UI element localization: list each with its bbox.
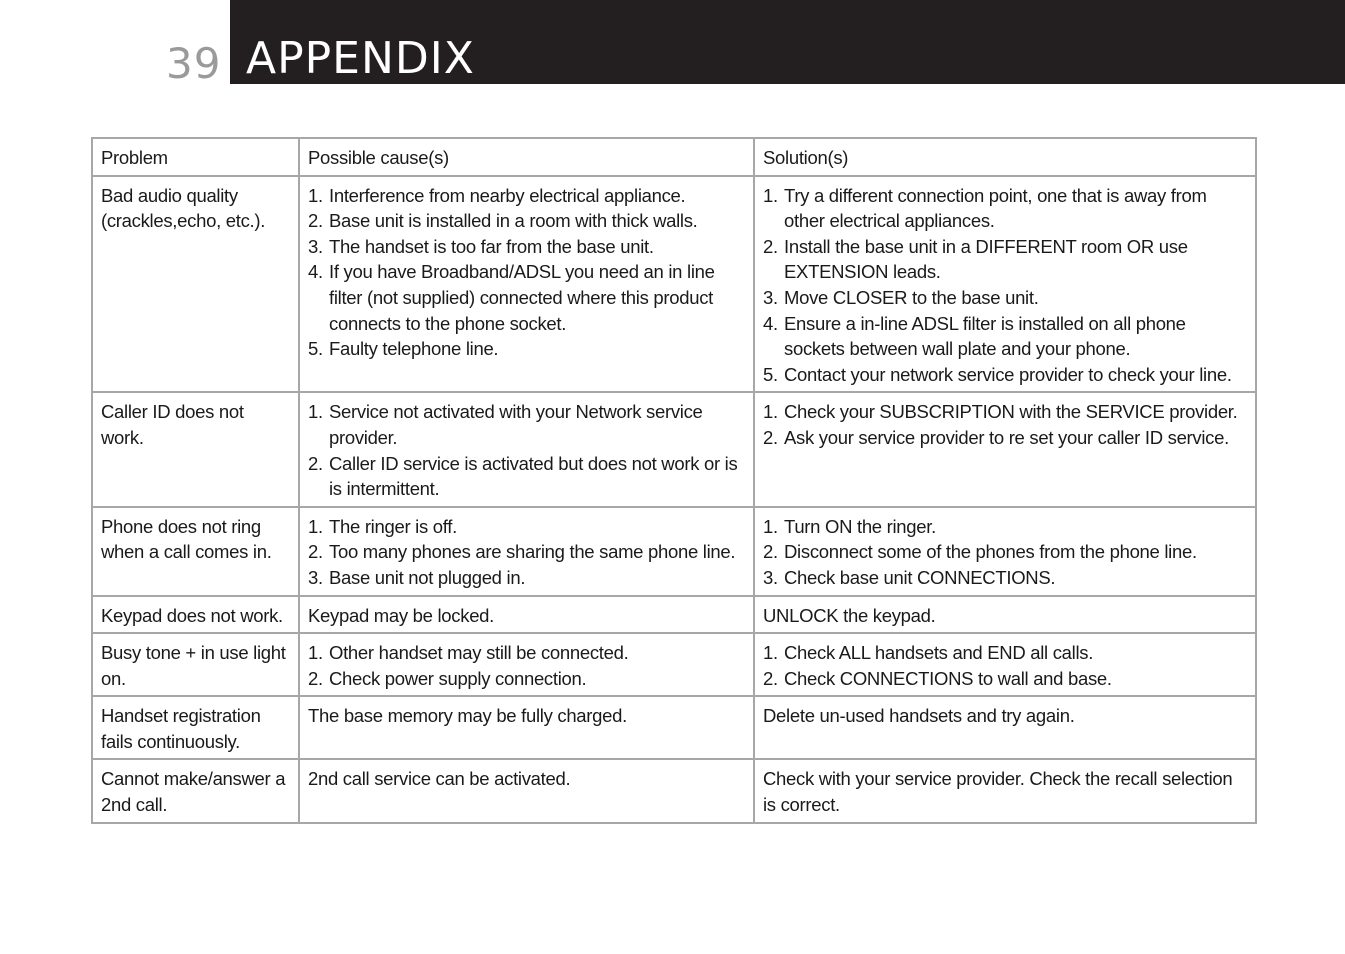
cause-list-item [308, 640, 745, 666]
list-item-number: 4. [763, 312, 778, 334]
solution-list-item [763, 311, 1247, 362]
problem-cell: Caller ID does not work. [92, 392, 299, 506]
cause-cell: Keypad may be locked. [299, 596, 754, 634]
table-row [92, 392, 1256, 506]
list-item-text: Move CLOSER to the base unit. [784, 286, 1039, 308]
list-item-text: Base unit not plugged in. [329, 566, 526, 588]
list-item-text: Disconnect some of the phones from the phone line. [784, 541, 1197, 563]
solution-list-item [763, 514, 1247, 540]
header-bar [230, 0, 1345, 84]
list-item-number: 1. [308, 184, 323, 206]
cause-list-item [308, 336, 745, 362]
solution-list-item [763, 362, 1247, 388]
cause-cell [299, 176, 754, 393]
list-item-number: 2. [763, 541, 778, 563]
problem-cell: Busy tone + in use light on. [92, 633, 299, 696]
problem-cell: Handset registration fails continuously. [92, 696, 299, 759]
solution-list [763, 514, 1247, 591]
cause-list-item [308, 208, 745, 234]
list-item-number: 3. [763, 286, 778, 308]
table-row [92, 596, 1256, 634]
list-item-text: Service not activated with your Network service provider. [329, 401, 703, 448]
solution-list [763, 640, 1247, 691]
list-item-text: Check your SUBSCRIPTION with the SERVICE provider. [784, 401, 1238, 423]
cause-list-item [308, 259, 745, 336]
list-item-number: 1. [308, 642, 323, 664]
problem-cell: Bad audio quality (crackles,echo, etc.). [92, 176, 299, 393]
solution-cell [754, 392, 1256, 506]
list-item-text: Interference from nearby electrical appliance. [329, 184, 686, 206]
cause-list-item [308, 234, 745, 260]
list-item-number: 3. [763, 566, 778, 588]
cause-list-item [308, 565, 745, 591]
problem-cell: Cannot make/answer a 2nd call. [92, 759, 299, 822]
list-item-number: 1. [763, 401, 778, 423]
cause-list-item [308, 539, 745, 565]
cause-list [308, 399, 745, 501]
list-item-text: The handset is too far from the base unit. [329, 235, 654, 257]
list-item-number: 5. [763, 363, 778, 385]
list-item-number: 4. [308, 261, 323, 283]
cause-cell: The base memory may be fully charged. [299, 696, 754, 759]
solution-list-item [763, 539, 1247, 565]
solution-list-item [763, 285, 1247, 311]
solution-list [763, 183, 1247, 388]
problem-cell: Phone does not ring when a call comes in. [92, 507, 299, 596]
cause-cell [299, 507, 754, 596]
column-header-problem: Problem [92, 138, 299, 176]
problem-cell: Keypad does not work. [92, 596, 299, 634]
table-row [92, 176, 1256, 393]
list-item-text: The ringer is off. [329, 515, 457, 537]
table-row [92, 759, 1256, 822]
list-item-number: 2. [308, 541, 323, 563]
list-item-number: 2. [763, 667, 778, 689]
solution-cell: Check with your service provider. Check the recall selection is correct. [754, 759, 1256, 822]
list-item-text: Other handset may still be connected. [329, 642, 629, 664]
list-item-text: Check base unit CONNECTIONS. [784, 566, 1056, 588]
solution-list-item [763, 183, 1247, 234]
cause-list [308, 514, 745, 591]
list-item-number: 1. [763, 642, 778, 664]
list-item-text: Check CONNECTIONS to wall and base. [784, 667, 1112, 689]
list-item-text: Contact your network service provider to check your line. [784, 363, 1232, 385]
solution-cell [754, 176, 1256, 393]
table-header-row [92, 138, 1256, 176]
list-item-number: 2. [308, 452, 323, 474]
list-item-text: Caller ID service is activated but does not work or is is intermittent. [329, 452, 738, 500]
solution-list-item [763, 666, 1247, 692]
list-item-text: Turn ON the ringer. [784, 515, 936, 537]
list-item-number: 2. [763, 235, 778, 257]
list-item-number: 1. [763, 184, 778, 206]
list-item-number: 2. [763, 426, 778, 448]
cause-cell [299, 633, 754, 696]
page-title: APPENDIX [246, 33, 475, 84]
cause-list [308, 640, 745, 691]
solution-cell [754, 507, 1256, 596]
list-item-text: Install the base unit in a DIFFERENT room OR use EXTENSION leads. [784, 235, 1188, 283]
list-item-text: Check power supply connection. [329, 667, 587, 689]
list-item-number: 1. [308, 401, 323, 423]
cause-list-item [308, 183, 745, 209]
solution-cell: Delete un-used handsets and try again. [754, 696, 1256, 759]
list-item-number: 1. [763, 515, 778, 537]
troubleshooting-table [91, 137, 1257, 824]
solution-list [763, 399, 1247, 450]
solution-list-item [763, 234, 1247, 285]
list-item-text: Ensure a in-line ADSL filter is installed on all phone sockets between wall plate and your phone. [784, 312, 1186, 360]
solution-list-item [763, 425, 1247, 451]
list-item-text: Try a different connection point, one that is away from other electrical appliances. [784, 184, 1207, 232]
list-item-number: 1. [308, 515, 323, 537]
troubleshooting-table-container [91, 137, 1255, 824]
cause-list-item [308, 514, 745, 540]
cause-list [308, 183, 745, 362]
cause-list-item [308, 666, 745, 692]
page-number: 39 [166, 39, 222, 88]
list-item-number: 2. [308, 210, 323, 232]
table-row [92, 633, 1256, 696]
cause-list-item [308, 451, 745, 502]
list-item-number: 3. [308, 566, 323, 588]
cause-list-item [308, 399, 745, 450]
solution-list-item [763, 565, 1247, 591]
solution-cell [754, 633, 1256, 696]
list-item-text: If you have Broadband/ADSL you need an in line filter (not supplied) connected where this product connects to the phone socket. [329, 261, 715, 334]
list-item-text: Base unit is installed in a room with thick walls. [329, 210, 698, 232]
list-item-text: Ask your service provider to re set your caller ID service. [784, 426, 1229, 448]
table-row [92, 696, 1256, 759]
solution-list-item [763, 640, 1247, 666]
list-item-number: 3. [308, 235, 323, 257]
list-item-number: 2. [308, 667, 323, 689]
list-item-text: Faulty telephone line. [329, 338, 499, 360]
list-item-text: Check ALL handsets and END all calls. [784, 642, 1094, 664]
cause-cell: 2nd call service can be activated. [299, 759, 754, 822]
column-header-solutions: Solution(s) [754, 138, 1256, 176]
cause-cell [299, 392, 754, 506]
list-item-text: Too many phones are sharing the same phone line. [329, 541, 736, 563]
table-body [92, 176, 1256, 823]
table-row [92, 507, 1256, 596]
column-header-causes: Possible cause(s) [299, 138, 754, 176]
list-item-number: 5. [308, 338, 323, 360]
solution-list-item [763, 399, 1247, 425]
solution-cell: UNLOCK the keypad. [754, 596, 1256, 634]
